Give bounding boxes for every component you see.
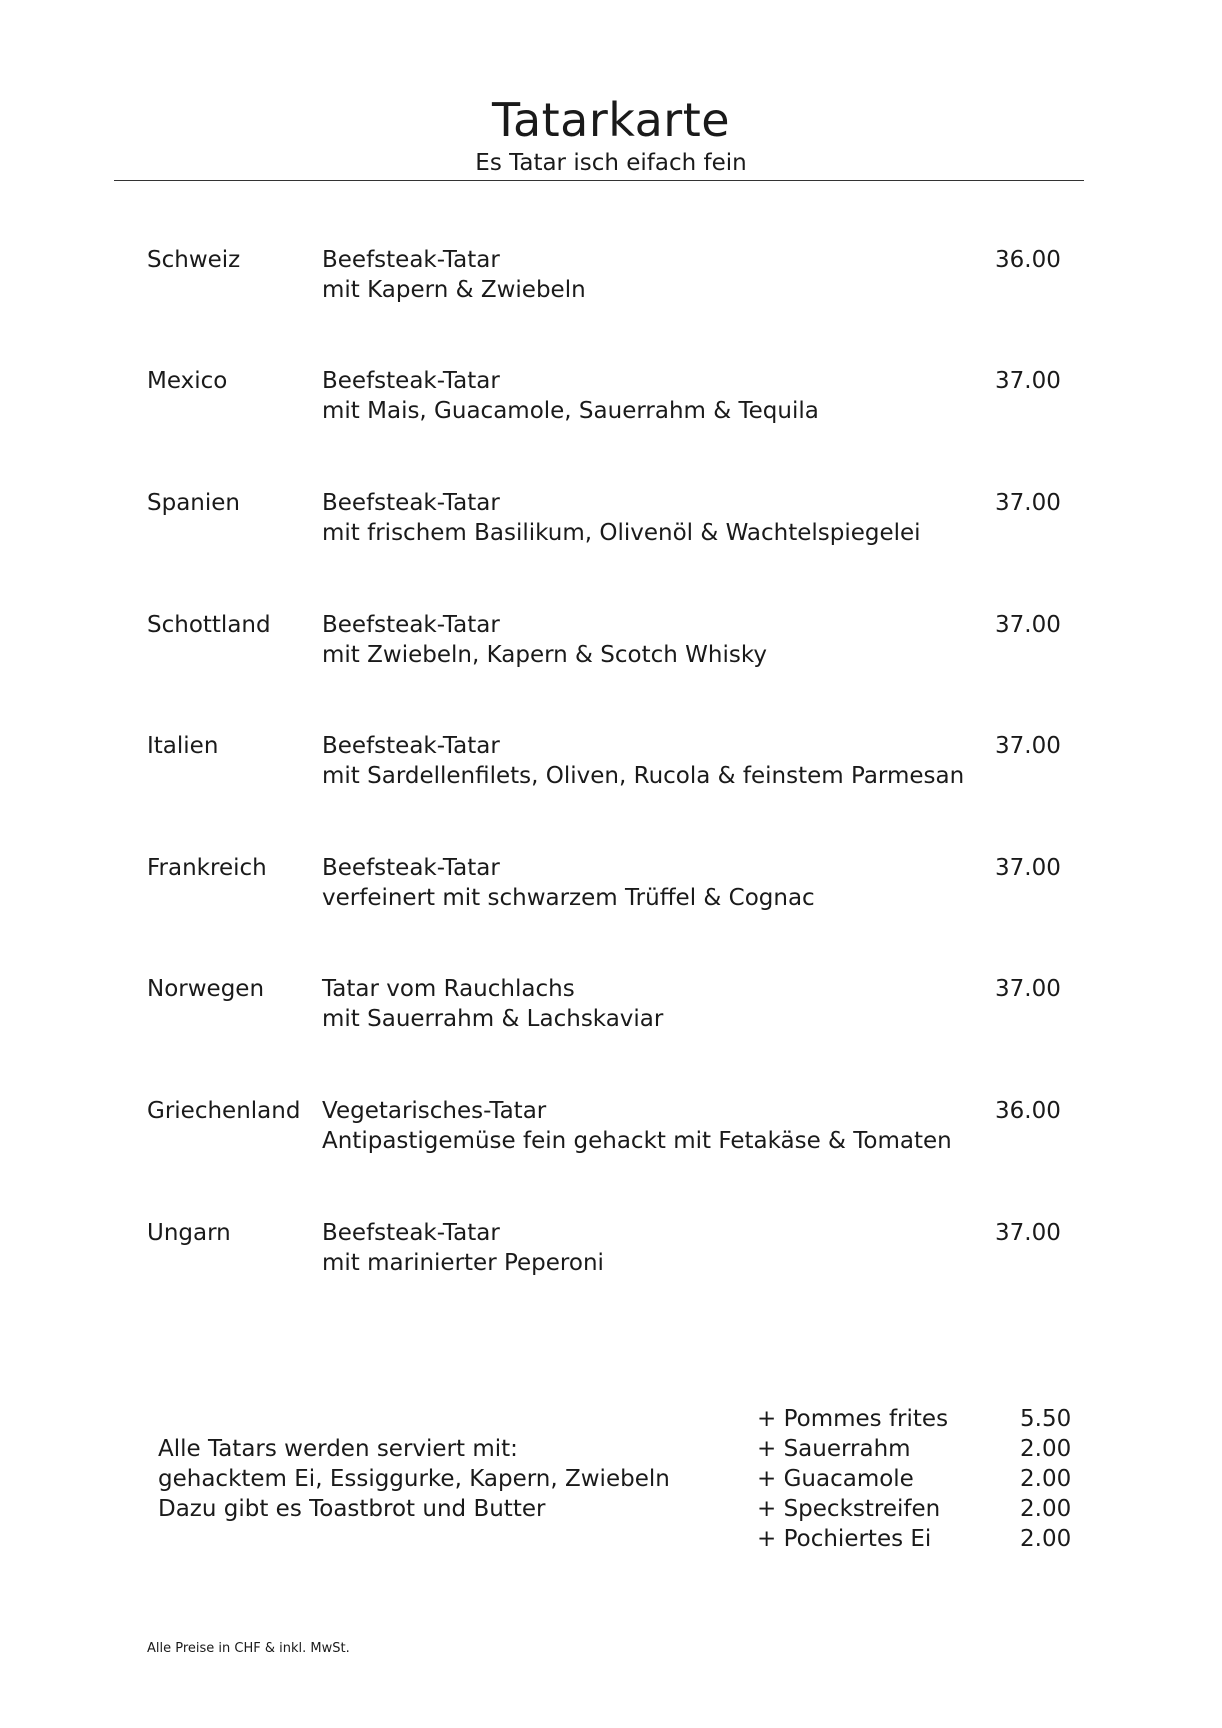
- served-with-line: Alle Tatars werden serviert mit:: [158, 1436, 518, 1462]
- menu-item-dish: Tatar vom Rauchlachs: [322, 976, 575, 1002]
- header-divider: [114, 180, 1084, 181]
- menu-item-ungarn: [0, 1218, 1222, 1280]
- menu-item-country: Schottland: [147, 612, 271, 638]
- menu-item-dish: Beefsteak-Tatar: [322, 490, 500, 516]
- menu-item-price: 36.00: [995, 1098, 1061, 1124]
- menu-item-price: 37.00: [995, 1220, 1061, 1246]
- menu-item-schweiz: [0, 245, 1222, 307]
- extra-item-price: 2.00: [1020, 1526, 1072, 1552]
- extra-item-name: + Pochiertes Ei: [757, 1526, 932, 1552]
- extra-item-price: 5.50: [1020, 1406, 1072, 1432]
- menu-item-description: verfeinert mit schwarzem Trüffel & Cognac: [322, 885, 815, 911]
- menu-item-description: mit Sardellenfilets, Oliven, Rucola & feinstem Parmesan: [322, 763, 965, 789]
- menu-item-italien: [0, 731, 1222, 793]
- extra-item-name: + Speckstreifen: [757, 1496, 941, 1522]
- menu-item-description: mit Sauerrahm & Lachskaviar: [322, 1006, 664, 1032]
- menu-item-griechenland: [0, 1096, 1222, 1158]
- menu-item-country: Griechenland: [147, 1098, 301, 1124]
- menu-item-description: mit Zwiebeln, Kapern & Scotch Whisky: [322, 642, 767, 668]
- price-footnote: Alle Preise in CHF & inkl. MwSt.: [147, 1641, 350, 1656]
- menu-item-frankreich: [0, 853, 1222, 915]
- menu-item-dish: Beefsteak-Tatar: [322, 247, 500, 273]
- menu-item-price: 37.00: [995, 855, 1061, 881]
- extra-item-price: 2.00: [1020, 1466, 1072, 1492]
- extra-item-name: + Pommes frites: [757, 1406, 949, 1432]
- menu-item-description: mit marinierter Peperoni: [322, 1250, 604, 1276]
- menu-item-country: Spanien: [147, 490, 240, 516]
- served-with-line: gehacktem Ei, Essiggurke, Kapern, Zwiebeln: [158, 1466, 670, 1492]
- menu-title: Tatarkarte: [491, 93, 731, 147]
- menu-item-country: Schweiz: [147, 247, 241, 273]
- menu-item-dish: Beefsteak-Tatar: [322, 855, 500, 881]
- menu-item-dish: Beefsteak-Tatar: [322, 1220, 500, 1246]
- menu-item-country: Frankreich: [147, 855, 267, 881]
- menu-item-price: 37.00: [995, 733, 1061, 759]
- menu-item-dish: Beefsteak-Tatar: [322, 612, 500, 638]
- extra-item-price: 2.00: [1020, 1436, 1072, 1462]
- menu-item-country: Italien: [147, 733, 219, 759]
- extra-item: [0, 1404, 1222, 1434]
- extra-item-name: + Guacamole: [757, 1466, 914, 1492]
- menu-item-dish: Beefsteak-Tatar: [322, 368, 500, 394]
- extra-item: [0, 1494, 1222, 1524]
- menu-item-price: 37.00: [995, 490, 1061, 516]
- menu-item-norwegen: [0, 974, 1222, 1036]
- menu-item-country: Norwegen: [147, 976, 265, 1002]
- menu-item-description: mit frischem Basilikum, Olivenöl & Wachtelspiegelei: [322, 520, 921, 546]
- menu-item-description: mit Mais, Guacamole, Sauerrahm & Tequila: [322, 398, 819, 424]
- menu-item-price: 37.00: [995, 368, 1061, 394]
- menu-item-price: 37.00: [995, 612, 1061, 638]
- menu-item-dish: Vegetarisches-Tatar: [322, 1098, 547, 1124]
- menu-subtitle: Es Tatar isch eifach fein: [475, 150, 747, 176]
- extra-item: [0, 1524, 1222, 1554]
- menu-item-schottland: [0, 610, 1222, 672]
- menu-item-dish: Beefsteak-Tatar: [322, 733, 500, 759]
- menu-item-mexico: [0, 366, 1222, 428]
- menu-item-description: mit Kapern & Zwiebeln: [322, 277, 586, 303]
- extra-item-name: + Sauerrahm: [757, 1436, 911, 1462]
- served-with-line: Dazu gibt es Toastbrot und Butter: [158, 1496, 546, 1522]
- menu-item-price: 36.00: [995, 247, 1061, 273]
- extra-item: [0, 1434, 1222, 1464]
- extra-item-price: 2.00: [1020, 1496, 1072, 1522]
- menu-item-description: Antipastigemüse fein gehackt mit Fetakäse & Tomaten: [322, 1128, 952, 1154]
- menu-item-spanien: [0, 488, 1222, 550]
- menu-item-country: Mexico: [147, 368, 228, 394]
- menu-item-country: Ungarn: [147, 1220, 231, 1246]
- extra-item: [0, 1464, 1222, 1494]
- menu-item-price: 37.00: [995, 976, 1061, 1002]
